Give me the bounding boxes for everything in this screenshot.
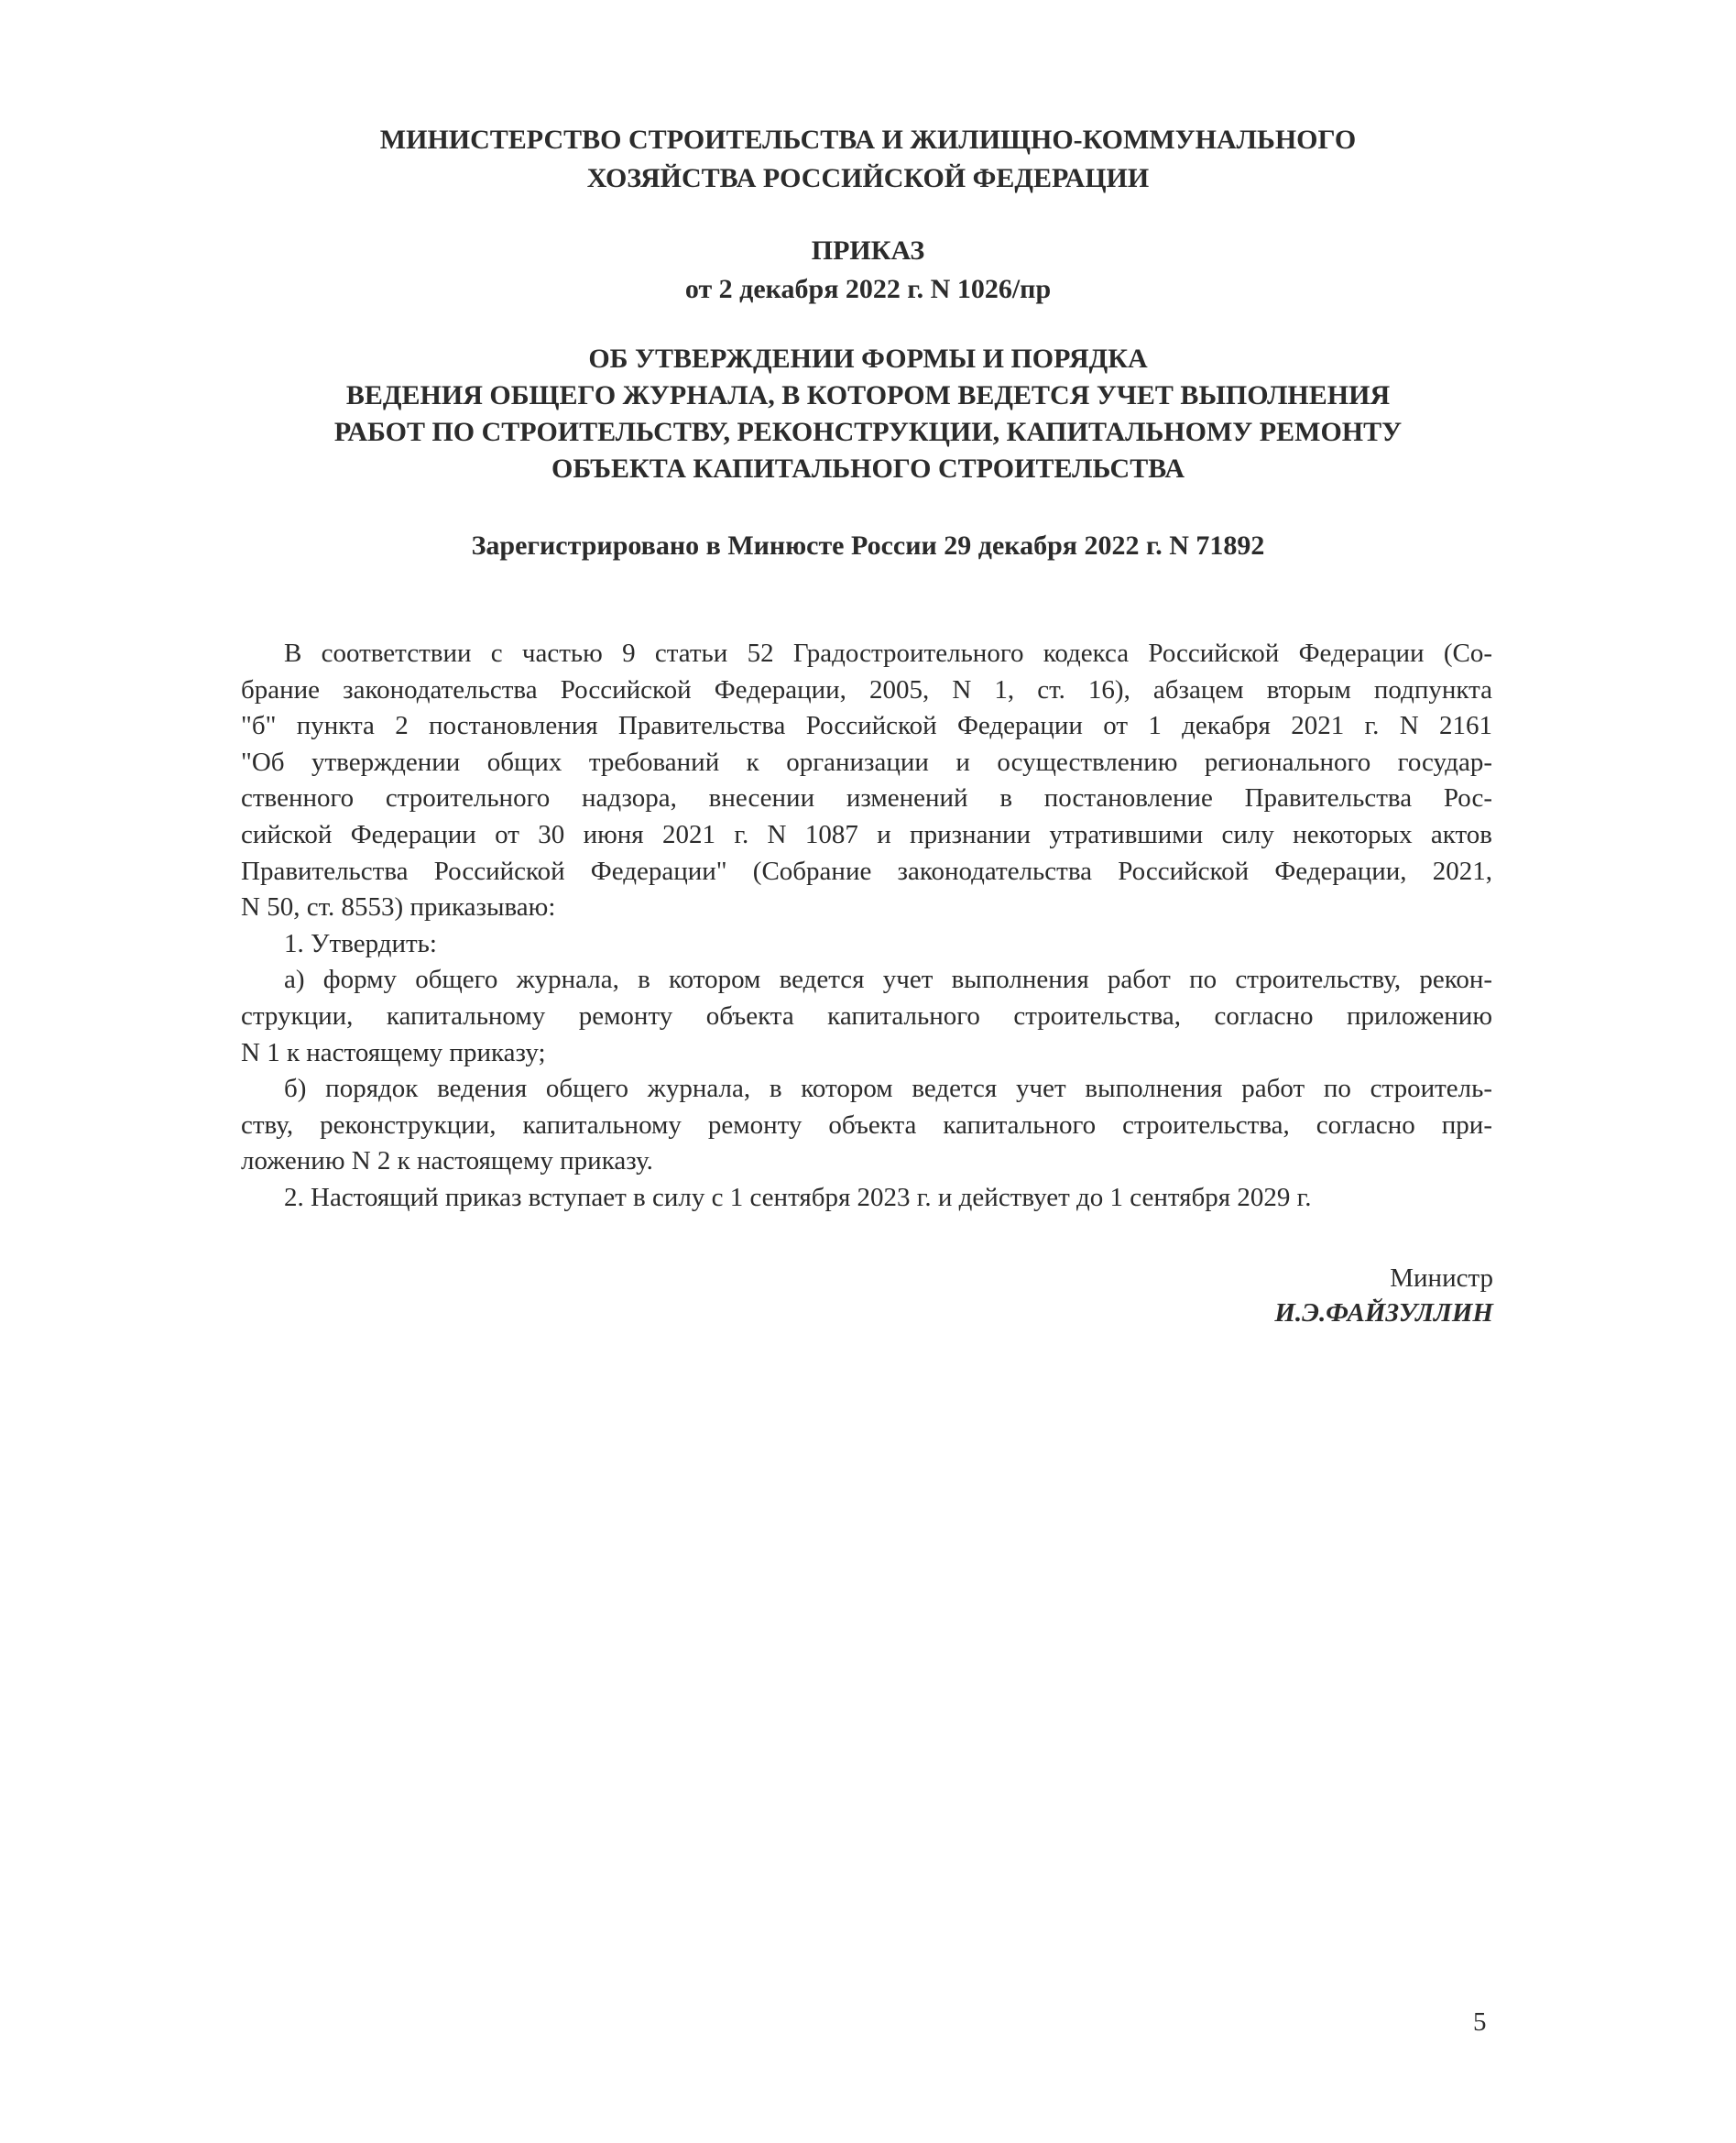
paragraph-line: "б" пункта 2 постановления Правительства Российской Федерации от 1 декабря 2021 г. N 2161	[241, 711, 1492, 741]
document-title	[0, 341, 1736, 487]
paragraph-line: Правительства Российской Федерации" (Собрание законодательства Российской Федерации, 2021,	[241, 856, 1492, 886]
ministry-header	[0, 121, 1736, 198]
signatory-role: Министр	[1390, 1263, 1493, 1293]
paragraph-line: сийской Федерации от 30 июня 2021 г. N 1087 и признании утратившими силу некоторых актов	[241, 819, 1492, 849]
paragraph-line: ству, реконструкции, капитальному ремонту объекта капитального строительства, согласно при-	[241, 1110, 1492, 1140]
paragraph-line: N 50, ст. 8553) приказываю:	[241, 892, 556, 923]
order-header	[0, 232, 1736, 309]
title-line-2: ВЕДЕНИЯ ОБЩЕГО ЖУРНАЛА, В КОТОРОМ ВЕДЕТСЯ УЧЕТ ВЫПОЛНЕНИЯ	[345, 380, 1391, 410]
paragraph-line: б) порядок ведения общего журнала, в котором ведется учет выполнения работ по строитель-	[284, 1074, 1492, 1104]
signatory-name: И.Э.ФАЙЗУЛЛИН	[1274, 1298, 1493, 1328]
paragraph-line: брание законодательства Российской Федерации, 2005, N 1, ст. 16), абзацем вторым подпункта	[241, 674, 1492, 705]
signature-block	[1274, 1261, 1493, 1330]
paragraph-line: 2. Настоящий приказ вступает в силу с 1 сентября 2023 г. и действует до 1 сентября 2029 г.	[284, 1182, 1312, 1212]
paragraph-line: ственного строительного надзора, внесении изменений в постановление Правительства Рос-	[241, 783, 1492, 814]
paragraph-line: N 1 к настоящему приказу;	[241, 1037, 546, 1067]
paragraph-line: ложению N 2 к настоящему приказу.	[241, 1146, 653, 1176]
title-line-3: РАБОТ ПО СТРОИТЕЛЬСТВУ, РЕКОНСТРУКЦИИ, КАПИТАЛЬНОМУ РЕМОНТУ	[333, 417, 1403, 447]
item-1b-paragraph	[241, 1071, 1492, 1180]
title-line-1: ОБ УТВЕРЖДЕНИИ ФОРМЫ И ПОРЯДКА	[588, 344, 1148, 374]
item-1a-paragraph	[241, 962, 1492, 1071]
title-line-4: ОБЪЕКТА КАПИТАЛЬНОГО СТРОИТЕЛЬСТВА	[551, 454, 1185, 484]
document-body	[241, 636, 1492, 1217]
registration-text: Зарегистрировано в Минюсте России 29 декабря 2022 г. N 71892	[471, 530, 1265, 561]
page-number: 5	[1473, 2007, 1487, 2037]
paragraph-line: 1. Утвердить:	[284, 928, 437, 958]
preamble-paragraph	[241, 636, 1492, 926]
paragraph-line: а) форму общего журнала, в котором ведется учет выполнения работ по строительству, рекон-	[284, 965, 1492, 995]
order-type: ПРИКАЗ	[811, 235, 925, 266]
item-2-paragraph	[241, 1180, 1492, 1217]
paragraph-line: В соответствии с частью 9 статьи 52 Градостроительного кодекса Российской Федерации (Со-	[284, 639, 1492, 668]
ministry-line-1: МИНИСТЕРСТВО СТРОИТЕЛЬСТВА И ЖИЛИЩНО-КОММУНАЛЬНОГО	[379, 125, 1357, 155]
item-1-heading	[241, 926, 1492, 963]
order-date-number: от 2 декабря 2022 г. N 1026/пр	[684, 274, 1052, 304]
paragraph-line: струкции, капитальному ремонту объекта капитального строительства, согласно приложению	[241, 1000, 1492, 1031]
paragraph-line: "Об утверждении общих требований к организации и осуществлению регионального государ-	[241, 747, 1492, 777]
registration-note	[0, 527, 1736, 565]
ministry-line-2: ХОЗЯЙСТВА РОССИЙСКОЙ ФЕДЕРАЦИИ	[586, 163, 1150, 193]
